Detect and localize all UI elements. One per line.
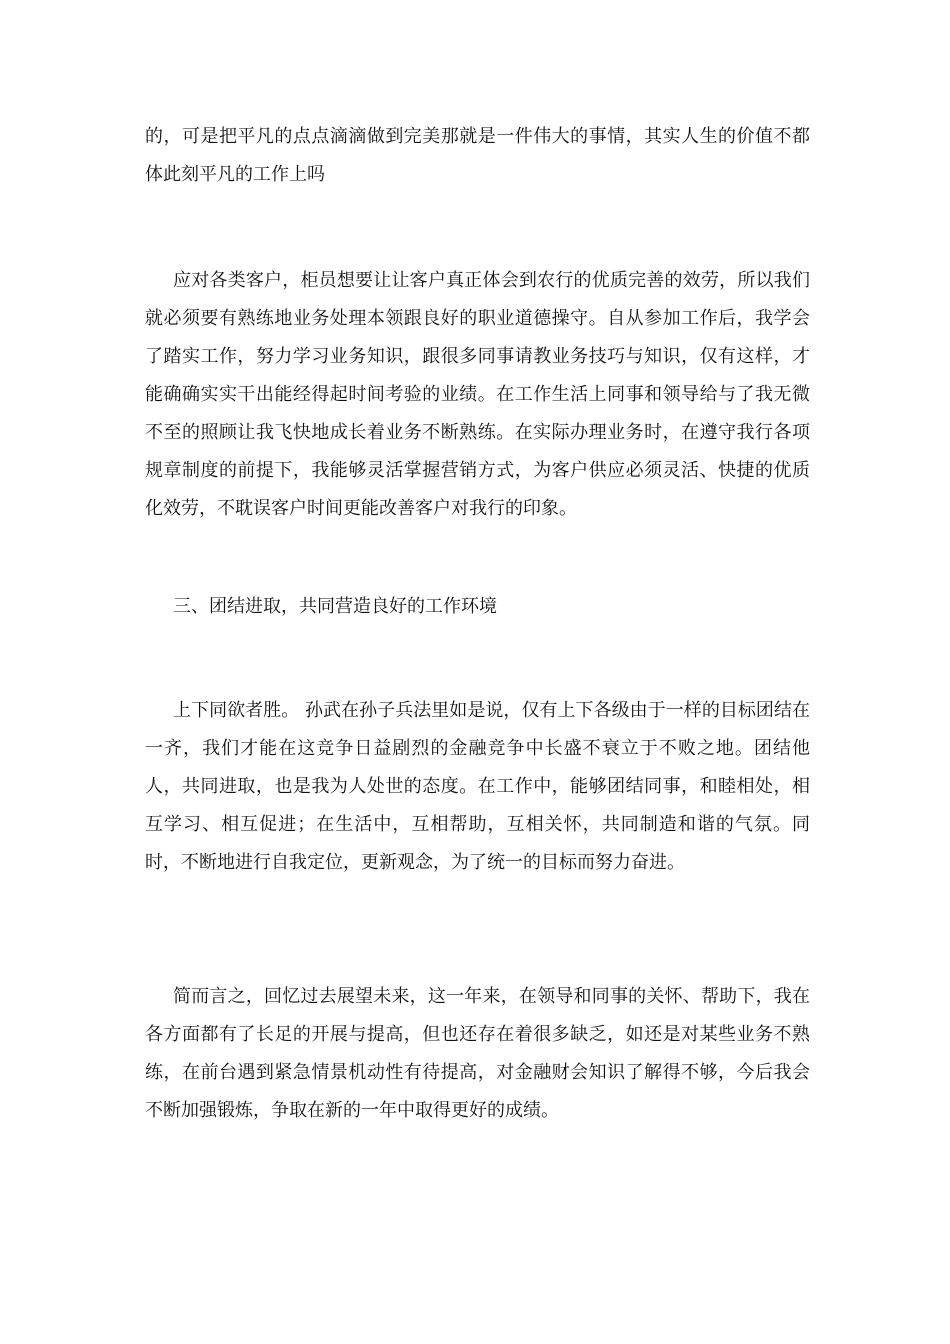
paragraph-summary: 简而言之，回忆过去展望未来，这一年来，在领导和同事的关怀、帮助下，我在各方面都有了长足的开展与提高，但也还存在着很多缺乏，如还是对某些业务不熟练，在前台遇到紧急情景机动性有待提高，对金融财会知识了解得不够，今后我会不断加强锻炼，争取在新的一年中取得更好的成绩。 bbox=[145, 986, 810, 1121]
paragraph-customer-service: 应对各类客户，柜员想要让让客户真正体会到农行的优质完善的效劳，所以我们就必须要有熟练地业务处理本领跟良好的职业道德操守。自从参加工作后，我学会了踏实工作，努力学习业务知识，跟很多同事请教业务技巧与知识，仅有这样，才能确确实实干出能经得起时间考验的业绩。在工作生活上同事和领导给与了我无微不至的照顾让我飞快地成长着业务不断熟练。在实际办理业务时，在遵守我行各项规章制度的前提下，我能够灵活掌握营销方式，为客户供应必须灵活、快捷的优质化效劳，不耽误客户时间更能改善客户对我行的印象。 bbox=[145, 270, 810, 519]
paragraph-continuation: 的，可是把平凡的点点滴滴做到完美那就是一件伟大的事情，其实人生的价值不都体此刻平凡的工作上吗 bbox=[145, 126, 810, 185]
paragraph-teamwork: 上下同欲者胜。 孙武在孙子兵法里如是说，仅有上下各级由于一样的目标团结在一齐，我们才能在这竞争日益剧烈的金融竞争中长盛不衰立于不败之地。团结他人，共同进取，也是我为人处世的态度。在工作中，能够团结同事，和睦相处，相互学习、相互促进；在生活中，互相帮助，互相关怀，共同制造和谐的气氛。同时，不断地进行自我定位，更新观念，为了统一的目标而努力奋进。 bbox=[145, 700, 810, 873]
section-heading: 三、团结进取，共同营造良好的工作环境 bbox=[173, 596, 497, 617]
